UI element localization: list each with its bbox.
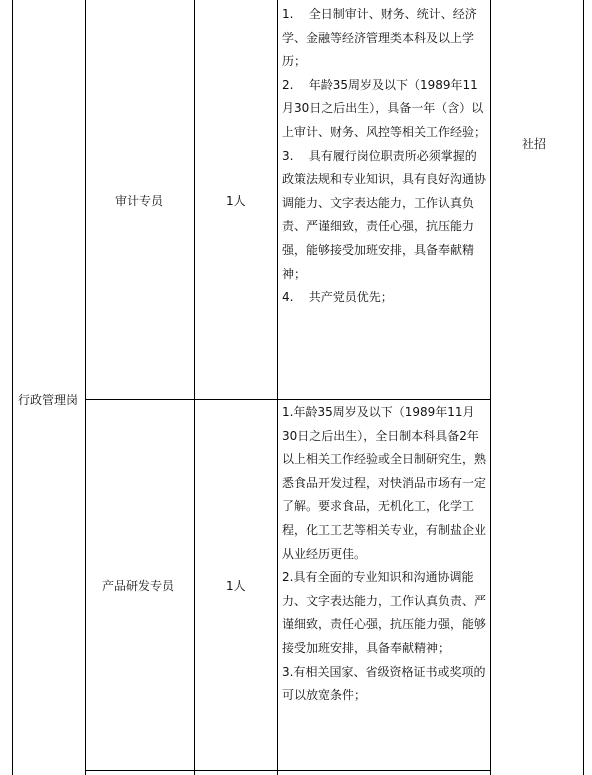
position-cell: 审计专员 xyxy=(115,194,164,208)
grid-line xyxy=(85,0,86,775)
requirement-item: 1. 全日制审计、财务、统计、经济学、金融等经济管理类本科及以上学历； xyxy=(282,7,477,69)
recruit-type-cell: 社招 xyxy=(522,137,547,151)
requirements-cell xyxy=(282,3,488,310)
grid-line xyxy=(277,0,278,775)
grid-line xyxy=(85,770,491,771)
requirement-item: 2.具有全面的专业知识和沟通协调能力、文字表达能力，工作认真负责、严谨细致，责任心强，抗压能力强，能够接受加班安排，具备奉献精神； xyxy=(282,570,487,655)
requirement-item: 2. 年龄35周岁及以下（1989年11月30日之后出生），具备一年（含）以上审计、财务、风控等相关工作经验； xyxy=(282,77,487,139)
grid-line xyxy=(12,0,13,775)
requirement-item: 3. 具有履行岗位职责所必须掌握的政策法规和专业知识，具有良好沟通协调能力、文字表达能力，工作认真负责、严谨细致，责任心强，抗压能力强，能够接受加班安排，具备奉献精神； xyxy=(282,148,487,281)
grid-line xyxy=(194,0,195,775)
position-cell: 产品研发专员 xyxy=(102,579,175,593)
headcount-cell: 1人 xyxy=(226,579,246,593)
category-cell: 行政管理岗 xyxy=(18,393,79,407)
grid-line xyxy=(85,399,491,400)
grid-line xyxy=(490,0,491,775)
requirements-cell xyxy=(282,401,488,708)
grid-line xyxy=(583,0,584,775)
headcount-cell: 1人 xyxy=(226,194,246,208)
requirement-item: 1.年龄35周岁及以下（1989年11月30日之后出生），全日制本科具备2年以上相关工作经验或全日制研究生，熟悉食品开发过程，对快消品市场有一定了解。要求食品，无机化工，化学工程，化工工艺等相关专业，有制盐企业从业经历更佳。 xyxy=(282,405,487,561)
requirement-item: 4. 共产党员优先； xyxy=(282,290,393,305)
requirement-item: 3.有相关国家、省级资格证书或奖项的可以放宽条件； xyxy=(282,664,486,703)
